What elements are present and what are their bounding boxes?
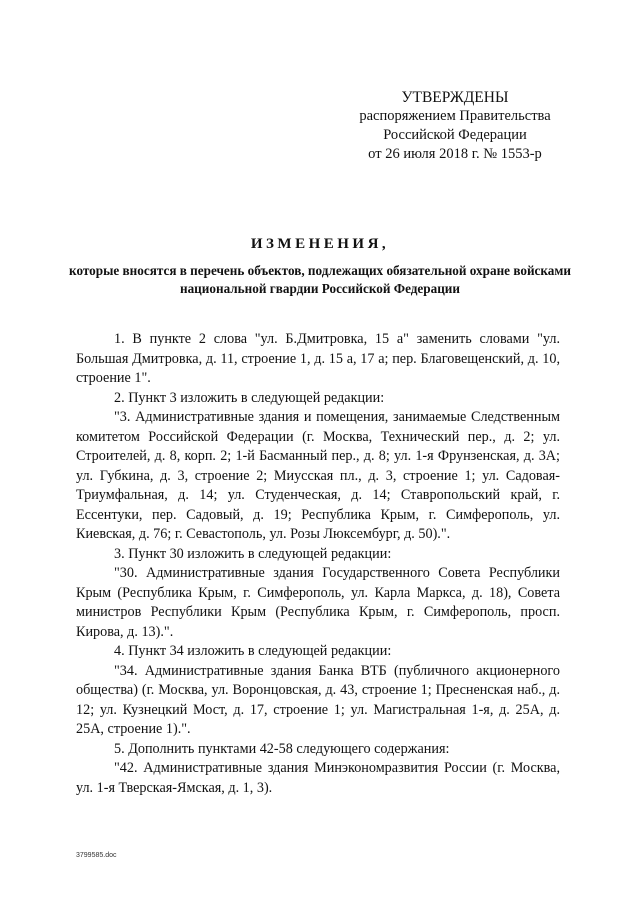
approval-line-2: Российской Федерации	[383, 127, 527, 143]
document-subtitle: которые вносятся в перечень объектов, подлежащих обязательной охране войсками национальной гвардии Российской Федерации	[69, 263, 571, 296]
paragraph-7: "34. Административные здания Банка ВТБ (публичного акционерного общества) (г. Москва, ул. Воронцовская, д. 43, строение 1; Пресненская наб., д. 12; ул. Кузнецкий Мост, д. 17, строение 1; ул. Магистральная 1-я, д. 25А, д. 25А, строение 1).".	[76, 662, 560, 737]
approval-heading: УТВЕРЖДЕНЫ	[401, 89, 509, 106]
paragraph-4: 3. Пункт 30 изложить в следующей редакции:	[114, 545, 392, 562]
paragraph-3: "3. Административные здания и помещения, занимаемые Следственным комитетом Российской Федерации (г. Москва, Технический пер., д. 2; ул. Строителей, д. 8, корп. 2; 1-й Басманный пер., д. 8; ул. 1-я Фрунзенская, д. 3А; ул. Губкина, д. 3, строение 2; Миусская пл., д. 3, строение 1; ул. Садовая-Триумфальная, д. 14; ул. Студенческая, д. 14; Ставропольский край, г. Ессентуки, пер. Садовый, д. 19; Республика Крым, г. Симферополь, ул. Киевская, д. 76; г. Севастополь, ул. Розы Люксембург, д. 50).".	[76, 409, 560, 542]
paragraph-9: "42. Административные здания Минэкономразвития России (г. Москва, ул. 1-я Тверская-Ямская, д. 1, 3).	[76, 760, 560, 796]
approval-line-1: распоряжением Правительства	[359, 108, 551, 124]
paragraph-1: 1. В пункте 2 слова "ул. Б.Дмитровка, 15 а" заменить словами "ул. Большая Дмитровка, д. 11, строение 1, д. 15 а, 17 а; пер. Благовещенский, д. 10, строение 1".	[76, 331, 560, 386]
paragraph-6: 4. Пункт 34 изложить в следующей редакции:	[114, 643, 392, 659]
paragraph-2: 2. Пункт 3 изложить в следующей редакции:	[114, 389, 385, 406]
approval-line-3: от 26 июля 2018 г. № 1553-р	[368, 146, 542, 162]
approval-block	[340, 88, 570, 164]
paragraph-8: 5. Дополнить пунктами 42-58 следующего содержания:	[114, 740, 450, 757]
document-title: ИЗМЕНЕНИЯ,	[250, 236, 390, 252]
document-body	[76, 330, 560, 798]
file-name-footer: 3799585.doc	[76, 852, 117, 859]
paragraph-5: "30. Административные здания Государственного Совета Республики Крым (Республика Крым, г. Симферополь, ул. Карла Маркса, д. 18), Совета министров Республики Крым (Республика Крым, г. Симферополь, просп. Кирова, д. 13).".	[76, 565, 560, 640]
